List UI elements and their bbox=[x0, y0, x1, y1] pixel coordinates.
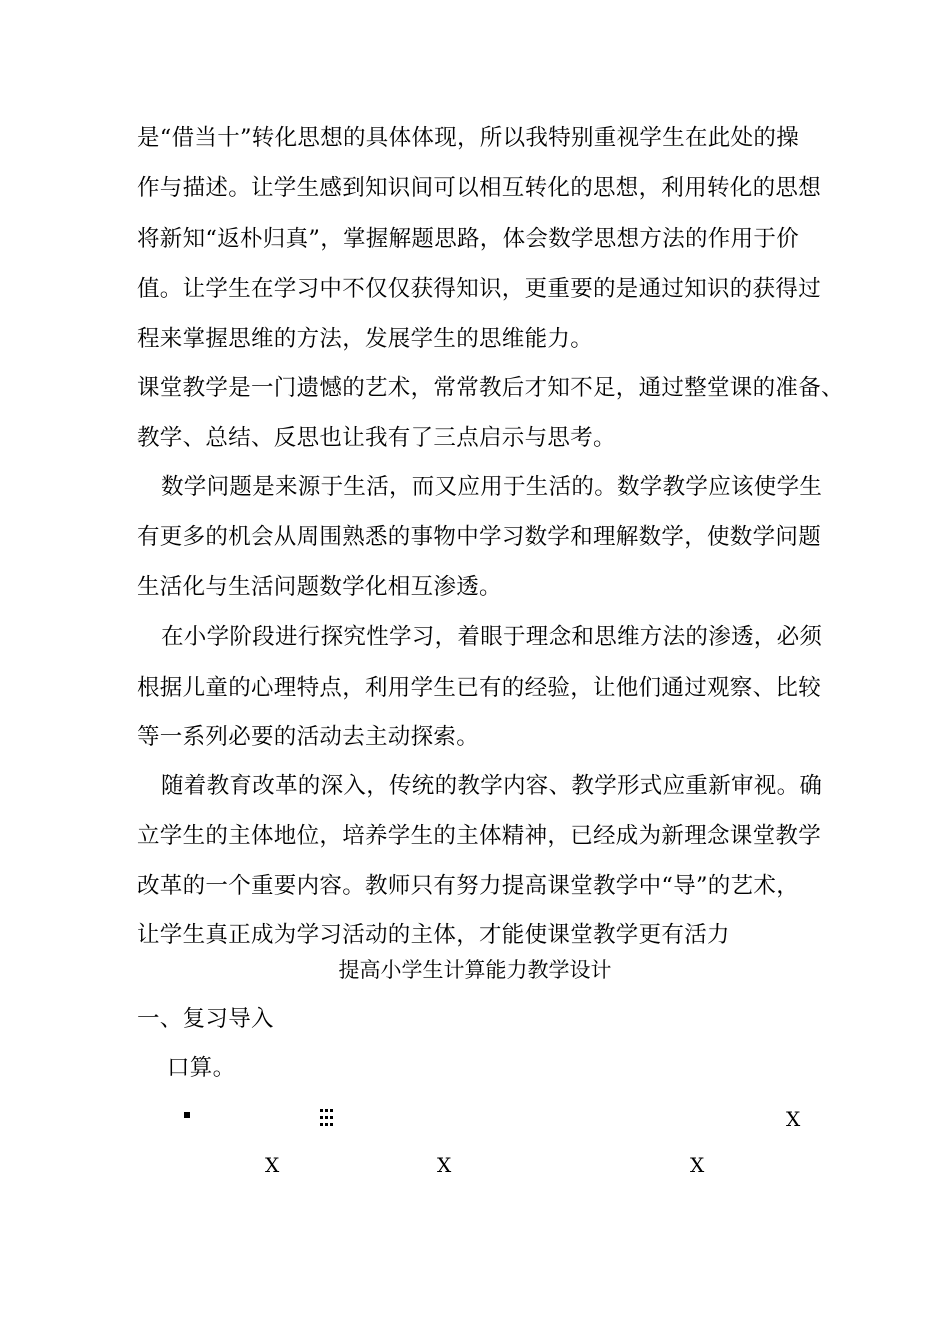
multiply-mark-4: X bbox=[690, 1153, 705, 1177]
body-line-1: 是“借当十”转化思想的具体体现，所以我特别重视学生在此处的操 bbox=[137, 125, 800, 151]
body-line-17: 让学生真正成为学习活动的主体，才能使课堂教学更有活力 bbox=[137, 922, 730, 948]
body-line-16: 改革的一个重要内容。教师只有努力提高课堂教学中“导”的艺术， bbox=[137, 873, 800, 899]
multiply-mark-3: X bbox=[437, 1153, 452, 1177]
section-heading-review: 一、复习导入 bbox=[137, 1006, 274, 1032]
body-line-10: 生活化与生活问题数学化相互渗透。 bbox=[137, 574, 502, 600]
body-line-7: 教学、总结、反思也让我有了三点启示与思考。 bbox=[137, 425, 616, 451]
body-line-11: 在小学阶段进行探究性学习，着眼于理念和思维方法的渗透，必须 bbox=[161, 624, 823, 650]
body-line-14: 随着教育改革的深入，传统的教学内容、教学形式应重新审视。确 bbox=[161, 773, 823, 799]
body-line-3: 将新知“返朴归真”，掌握解题思路，体会数学思想方法的作用于价 bbox=[137, 226, 800, 252]
body-line-8: 数学问题是来源于生活，而又应用于生活的。数学教学应该使学生 bbox=[161, 474, 823, 500]
multiply-mark-1: X bbox=[786, 1107, 801, 1131]
multiply-mark-2: X bbox=[265, 1153, 280, 1177]
section-title: 提高小学生计算能力教学设计 bbox=[338, 958, 612, 982]
body-line-6: 课堂教学是一门遗憾的艺术，常常教后才知不足，通过整堂课的准备、 bbox=[137, 375, 844, 401]
oral-calc-label: 口算。 bbox=[167, 1055, 236, 1081]
body-line-15: 立学生的主体地位，培养学生的主体精神，已经成为新理念课堂教学 bbox=[137, 823, 822, 849]
body-line-12: 根据儿童的心理特点，利用学生已有的经验，让他们通过观察、比较 bbox=[137, 675, 822, 701]
body-line-4: 值。让学生在学习中不仅仅获得知识，更重要的是通过知识的获得过 bbox=[137, 276, 822, 302]
body-line-5: 程来掌握思维的方法，发展学生的思维能力。 bbox=[137, 326, 594, 352]
dot-grid-icon bbox=[320, 1109, 334, 1127]
body-line-9: 有更多的机会从周围熟悉的事物中学习数学和理解数学，使数学问题 bbox=[137, 524, 822, 550]
bullet-square-icon bbox=[184, 1112, 190, 1118]
body-line-13: 等一系列必要的活动去主动探索。 bbox=[137, 724, 480, 750]
body-line-2: 作与描述。让学生感到知识间可以相互转化的思想，利用转化的思想 bbox=[137, 175, 822, 201]
